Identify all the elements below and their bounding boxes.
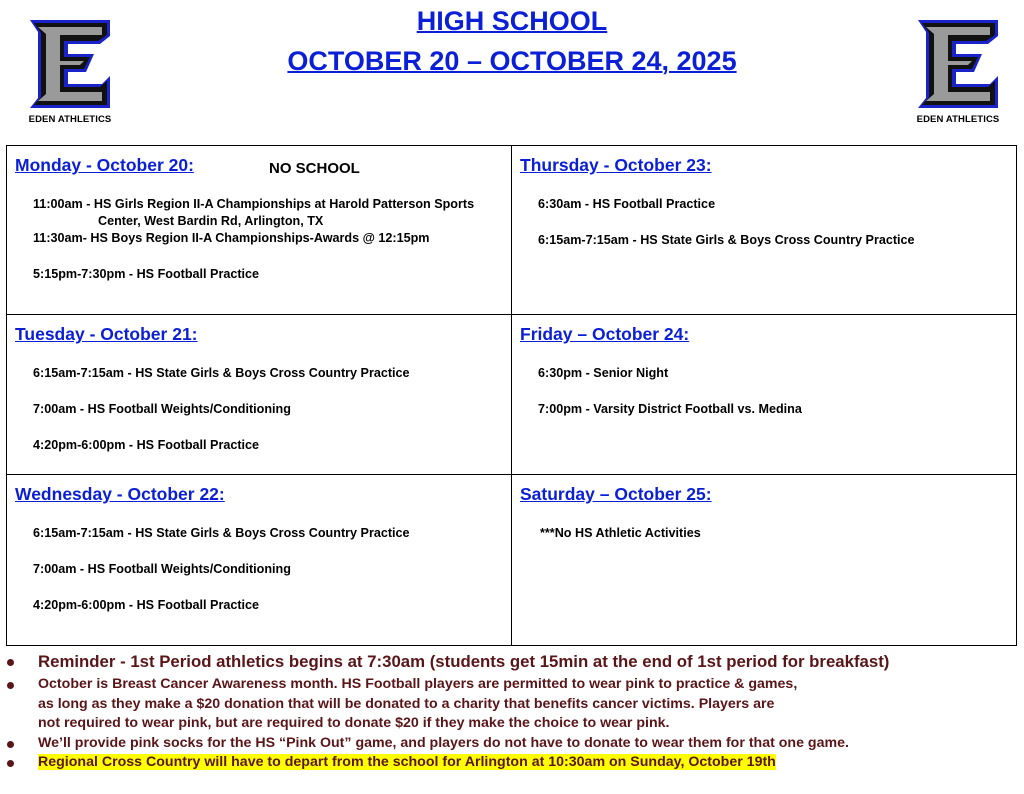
note-item — [0, 753, 1024, 773]
wednesday-cell — [7, 475, 512, 646]
note-continuation — [0, 695, 1024, 715]
event-item: 7:00am - HS Football Weights/Conditioning — [33, 402, 291, 416]
monday-heading: Monday - October 20: — [15, 155, 194, 175]
saturday-heading: Saturday – October 25: — [520, 484, 712, 504]
event-item: ***No HS Athletic Activities — [540, 526, 701, 540]
event-item: 6:15am-7:15am - HS State Girls & Boys Cross Country Practice — [33, 366, 410, 380]
friday-heading: Friday – October 24: — [520, 324, 690, 344]
wednesday-events — [15, 525, 511, 614]
note-text: Reminder - 1st Period athletics begins at 7:30am (students get 15min at the end of 1st period for breakfast) — [38, 652, 890, 671]
thursday-cell — [512, 146, 1017, 315]
event-item: 4:20pm-6:00pm - HS Football Practice — [33, 598, 260, 612]
note-text: October is Breast Cancer Awareness month. HS Football players are permitted to wear pink to practice & games, — [38, 676, 798, 692]
note-text: as long as they make a $20 donation that will be donated to a charity that benefits cancer victims. Players are — [38, 695, 775, 712]
tuesday-heading: Tuesday - October 21: — [15, 324, 198, 344]
weekly-schedule-table — [6, 145, 1017, 646]
event-item: 6:15am-7:15am - HS State Girls & Boys Cross Country Practice — [33, 526, 410, 540]
saturday-cell — [512, 475, 1017, 646]
date-range-title: OCTOBER 20 – OCTOBER 24, 2025 — [287, 46, 737, 76]
note-item — [0, 649, 1024, 675]
logo-caption: EDEN ATHLETICS — [916, 114, 1000, 125]
no-school-note: NO SCHOOL — [269, 160, 360, 177]
monday-events — [15, 196, 511, 283]
highlighted-note-text: Regional Cross Country will have to depart from the school for Arlington at 10:30am on Sunday, October 19th — [38, 754, 776, 770]
event-item: 6:15am-7:15am - HS State Girls & Boys Cross Country Practice — [538, 233, 915, 247]
note-item — [0, 734, 1024, 754]
event-item-continuation: Center, West Bardin Rd, Arlington, TX — [98, 214, 324, 228]
event-item: 5:15pm-7:30pm - HS Football Practice — [33, 267, 260, 281]
wednesday-heading: Wednesday - October 22: — [15, 484, 225, 504]
notes-list — [0, 649, 1024, 773]
bullet-icon — [7, 682, 14, 689]
monday-cell — [7, 146, 512, 315]
logo-caption: EDEN ATHLETICS — [28, 114, 112, 125]
thursday-heading: Thursday - October 23: — [520, 155, 712, 175]
saturday-events — [520, 525, 1016, 542]
event-item: 6:30pm - Senior Night — [538, 366, 669, 380]
thursday-events — [520, 196, 1016, 249]
event-item: 4:20pm-6:00pm - HS Football Practice — [33, 438, 260, 452]
friday-cell — [512, 315, 1017, 475]
note-continuation — [0, 714, 1024, 734]
tuesday-cell — [7, 315, 512, 475]
note-text: We’ll provide pink socks for the HS “Pink Out” game, and players do not have to donate to wear them for that one game. — [38, 734, 849, 751]
page-title: HIGH SCHOOL — [416, 6, 608, 36]
bullet-icon — [7, 741, 14, 748]
friday-events — [520, 365, 1016, 418]
bullet-icon — [7, 760, 14, 767]
bullet-icon — [7, 659, 14, 666]
event-item: 7:00am - HS Football Weights/Conditioning — [33, 562, 291, 576]
event-item: 6:30am - HS Football Practice — [538, 197, 716, 211]
tuesday-events — [15, 365, 511, 454]
note-text: not required to wear pink, but are required to donate $20 if they make the choice to wear pink. — [38, 715, 670, 731]
event-item: 7:00pm - Varsity District Football vs. Medina — [538, 402, 802, 416]
event-item: 11:00am - HS Girls Region II-A Championships at Harold Patterson Sports — [33, 197, 475, 211]
note-item — [0, 675, 1024, 695]
event-item: 11:30am- HS Boys Region II-A Championships-Awards @ 12:15pm — [33, 231, 430, 245]
